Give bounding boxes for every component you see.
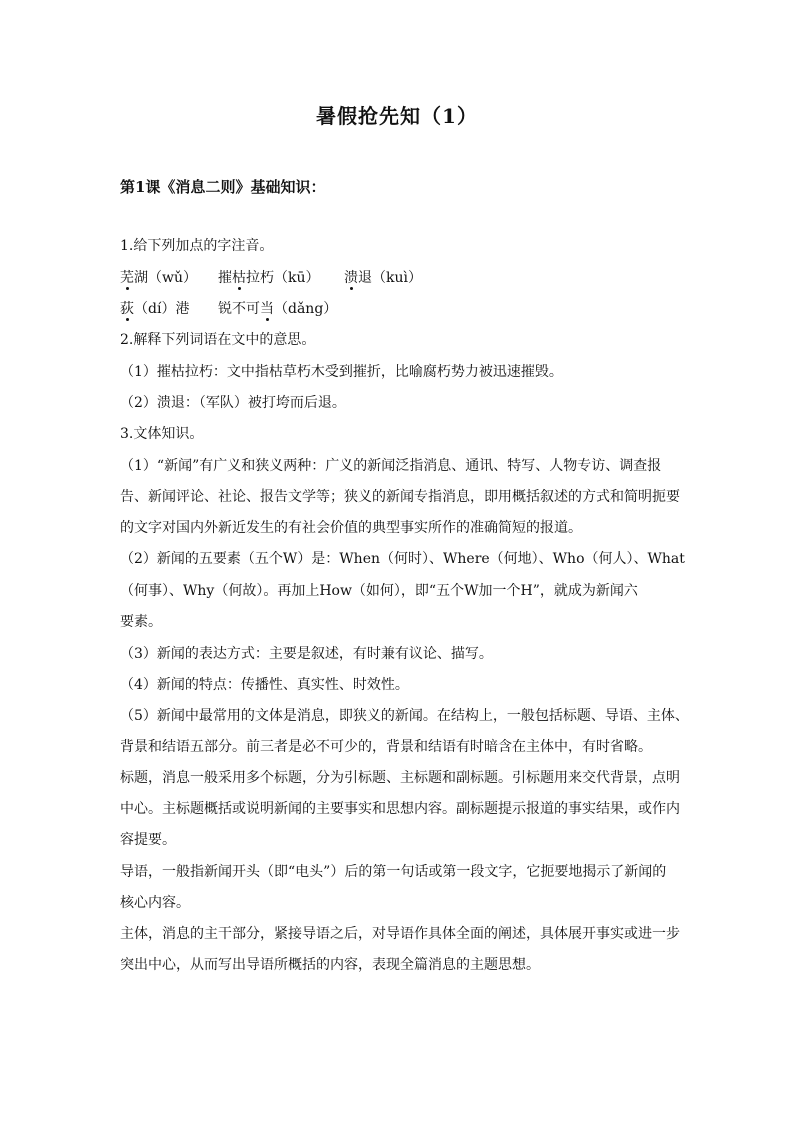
q3-line: （3）新闻的表达方式：主要是叙述，有时兼有议论、描写。 xyxy=(120,646,493,662)
q3-line: 告、新闻评论、社论、报告文学等；狭义的新闻专指消息，即用概括叙述的方式和简明扼要 xyxy=(120,489,680,505)
q3-line: 导语，一般指新闻开头（即“电头”）后的第一句话或第一段文字，它扼要地揭示了新闻的 xyxy=(120,864,667,880)
q3-line: （2）新闻的五要素（五个W）是：When（何时）、Where（何地）、Who（何人）、What xyxy=(120,551,685,567)
q1-item-2 xyxy=(218,268,320,288)
q1-word: 芜湖 xyxy=(120,270,148,286)
q3-prompt: 3.文体知识。 xyxy=(120,426,204,442)
q3-line: 中心。主标题概括或说明新闻的主要事实和思想内容。副标题提示报道的事实结果，或作内 xyxy=(120,801,680,817)
document-title: 暑假抢先知（1） xyxy=(316,104,478,128)
q1-pinyin: （dí） xyxy=(134,301,176,317)
q3-line: 背景和结语五部分。前三者是必不可少的，背景和结语有时暗含在主体中，有时省略。 xyxy=(120,739,652,755)
q1-word-rest: 港 xyxy=(175,301,190,317)
q3-line: 主体，消息的主干部分，紧接导语之后，对导语作具体全面的阐述，具体展开事实或进一步 xyxy=(120,926,680,942)
q1-item-5 xyxy=(218,299,337,319)
q1-pinyin: （kuì） xyxy=(372,270,422,286)
q3-line: 突出中心，从而写出导语所概括的内容，表现全篇消息的主题思想。 xyxy=(120,957,540,973)
q3-line: （1）“新闻”有广义和狭义两种：广义的新闻泛指消息、通讯、特写、人物专访、调查报 xyxy=(120,458,662,474)
q1-word: 溃退 xyxy=(344,270,372,286)
q2-prompt: 2.解释下列词语在文中的意思。 xyxy=(120,332,316,348)
q1-word: 摧枯拉朽 xyxy=(218,270,274,286)
q3-line: （5）新闻中最常用的文体是消息，即狭义的新闻。在结构上，一般包括标题、导语、主体、 xyxy=(120,708,689,724)
q1-item-3 xyxy=(344,268,422,288)
q3-line: （何事）、Why（何故）。再加上How（如何），即“五个W加一个H”，就成为新闻六 xyxy=(120,583,638,599)
q1-pinyin: （dǎng） xyxy=(274,301,338,317)
q1-prompt: 1.给下列加点的字注音。 xyxy=(120,238,274,254)
lesson-heading: 第1课《消息二则》基础知识： xyxy=(120,178,326,196)
q2-item-2: （2）溃退：（军队）被打垮而后退。 xyxy=(120,395,346,411)
q3-line: （4）新闻的特点：传播性、真实性、时效性。 xyxy=(120,677,409,693)
q3-line: 的文字对国内外新近发生的有社会价值的典型事实所作的准确简短的报道。 xyxy=(120,520,582,536)
q3-line: 要素。 xyxy=(120,614,162,630)
q1-item-1 xyxy=(120,268,197,288)
q2-item-1: （1）摧枯拉朽：文中指枯草朽木受到摧折，比喻腐朽势力被迅速摧毁。 xyxy=(120,364,563,380)
q3-line: 标题，消息一般采用多个标题，分为引标题、主标题和副标题。引标题用来交代背景，点明 xyxy=(120,770,680,786)
q1-word: 锐不可当 xyxy=(218,301,274,317)
q1-item-4 xyxy=(120,299,189,319)
q3-line: 容提要。 xyxy=(120,832,176,848)
q1-pinyin: （kū） xyxy=(274,270,320,286)
q1-pinyin: （wǔ） xyxy=(148,270,197,286)
q3-line: 核心内容。 xyxy=(120,895,190,911)
q1-word: 荻 xyxy=(120,301,134,317)
